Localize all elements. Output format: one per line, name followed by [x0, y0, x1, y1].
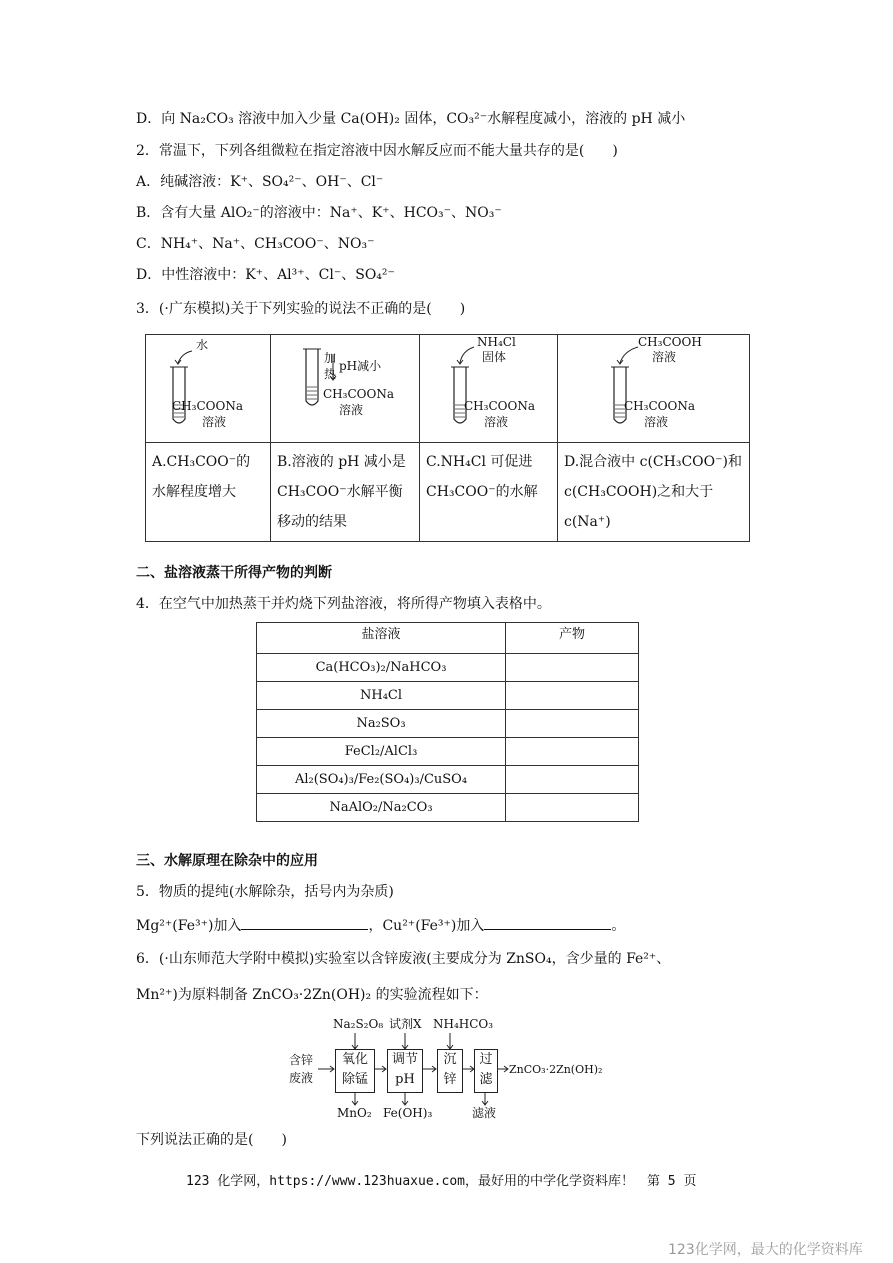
step-oxidize-box — [335, 1049, 375, 1093]
reagent-nh4hco3: NH₄HCO₃ — [433, 1017, 494, 1031]
header-product: 产物 — [506, 623, 639, 654]
salt-cell: Al₂(SO₄)₃/Fe₂(SO₄)₃/CuSO₄ — [257, 766, 506, 794]
option-d-line: D．向 Na₂CO₃ 溶液中加入少量 Ca(OH)₂ 固体，CO₃²⁻水解程度减小，溶液的 pH 减小 — [136, 111, 686, 127]
label-solute: CH₃COONa — [624, 399, 695, 413]
question-6-line-1: 6．(·山东师范大学附中模拟)实验室以含锌废液(主要成分为 ZnSO₄，含少量的 Fe²⁺、 — [136, 951, 671, 967]
step-precip-line1: 沉 — [443, 1052, 457, 1067]
product-answer-cell[interactable] — [506, 766, 639, 794]
experiment-c-figure — [420, 335, 558, 443]
product-answer-cell[interactable] — [506, 682, 639, 710]
step-adjust-line1: 调节 — [391, 1052, 418, 1067]
question-5: 5．物质的提纯(水解除杂，括号内为杂质) — [136, 884, 394, 900]
product-answer-cell[interactable] — [506, 710, 639, 738]
watermark-text: 123化学网，最大的化学资料库 — [668, 1242, 863, 1258]
experiment-table — [145, 334, 750, 542]
q2-option-d: D．中性溶液中：K⁺、Al³⁺、Cl⁻、SO₄²⁻ — [136, 267, 395, 283]
salt-product-table — [256, 622, 639, 822]
step-filter-line2: 滤 — [479, 1072, 493, 1087]
product-answer-cell[interactable] — [506, 738, 639, 766]
final-product: ZnCO₃·2Zn(OH)₂ — [509, 1063, 603, 1076]
product-answer-cell[interactable] — [506, 654, 639, 682]
experiment-d-figure — [558, 335, 750, 443]
salt-cell: FeCl₂/AlCl₃ — [257, 738, 506, 766]
step-precipitate-box — [437, 1049, 463, 1093]
section-3-heading: 三、水解原理在除杂中的应用 — [136, 853, 318, 869]
step-filter-box — [474, 1049, 498, 1093]
label-solution: 溶液 — [202, 415, 227, 429]
question-6-line-2: Mn²⁺)为原料制备 ZnCO₃·2Zn(OH)₂ 的实验流程如下： — [136, 987, 488, 1003]
label-nh4cl: NH₄Cl — [477, 335, 516, 349]
input-label-1: 含锌 — [289, 1053, 314, 1067]
step-adjust-line2: pH — [395, 1072, 415, 1087]
salt-cell: Ca(HCO₃)₂/NaHCO₃ — [257, 654, 506, 682]
option-a-text: A.CH₃COO⁻的水解程度增大 — [146, 443, 271, 542]
process-flow-diagram — [285, 1015, 615, 1123]
answer-blank-cu[interactable] — [484, 914, 611, 930]
label-solution-top: 溶液 — [652, 350, 677, 364]
label-solid: 固体 — [482, 350, 507, 364]
question-4: 4．在空气中加热蒸干并灼烧下列盐溶液，将所得产物填入表格中。 — [136, 596, 551, 612]
label-heat-2: 热 — [324, 367, 337, 381]
reagent-x: 试剂X — [389, 1017, 422, 1031]
question-3: 3．(·广东模拟)关于下列实验的说法不正确的是( ) — [136, 301, 466, 317]
q5-part-a: Mg²⁺(Fe³⁺)加入 — [136, 918, 242, 934]
label-solution: 溶液 — [484, 415, 509, 429]
option-b-text: B.溶液的 pH 减小是 CH₃COO⁻水解平衡移动的结果 — [271, 443, 420, 542]
label-solution: 溶液 — [339, 403, 364, 417]
question-2: 2．常温下，下列各组微粒在指定溶液中因水解反应而不能大量共存的是( ) — [136, 143, 618, 159]
label-ph-decrease: pH减小 — [339, 359, 382, 373]
step-oxidize-line1: 氧化 — [341, 1052, 368, 1067]
answer-blank-mg[interactable] — [241, 914, 368, 930]
label-water: 水 — [196, 338, 209, 352]
option-d-text: D.混合液中 c(CH₃COO⁻)和 c(CH₃COOH)之和大于 c(Na⁺) — [558, 443, 750, 542]
question-6-prompt: 下列说法正确的是( ) — [136, 1132, 287, 1148]
page-footer: 123 化学网，https://www.123huaxue.com，最好用的中学化学资料库！ 第 5 页 — [186, 1174, 697, 1189]
reagent-na2s2o8: Na₂S₂O₈ — [333, 1017, 384, 1031]
label-acetic-acid: CH₃COOH — [638, 335, 702, 349]
label-solute: CH₃COONa — [464, 399, 535, 413]
output-mno2: MnO₂ — [337, 1106, 372, 1120]
output-feoh3: Fe(OH)₃ — [383, 1106, 433, 1120]
salt-cell: NH₄Cl — [257, 682, 506, 710]
salt-cell: NaAlO₂/Na₂CO₃ — [257, 794, 506, 822]
q2-option-b: B．含有大量 AlO₂⁻的溶液中：Na⁺、K⁺、HCO₃⁻、NO₃⁻ — [136, 205, 502, 221]
step-oxidize-line2: 除锰 — [341, 1072, 368, 1087]
label-solute: CH₃COONa — [323, 387, 394, 401]
experiment-b-figure — [271, 335, 420, 443]
q5-end: 。 — [611, 918, 626, 934]
experiment-a-figure — [146, 335, 271, 443]
label-solution: 溶液 — [644, 415, 669, 429]
header-salt: 盐溶液 — [257, 623, 506, 654]
option-c-text: C.NH₄Cl 可促进 CH₃COO⁻的水解 — [420, 443, 558, 542]
product-answer-cell[interactable] — [506, 794, 639, 822]
salt-cell: Na₂SO₃ — [257, 710, 506, 738]
label-heat-1: 加 — [324, 351, 337, 365]
q2-option-c: C．NH₄⁺、Na⁺、CH₃COO⁻、NO₃⁻ — [136, 236, 375, 252]
q5-part-b: ，Cu²⁺(Fe³⁺)加入 — [368, 918, 485, 934]
input-label-2: 废液 — [289, 1071, 314, 1085]
output-filtrate: 滤液 — [472, 1106, 497, 1120]
question-5-blanks — [136, 914, 625, 936]
q2-option-a: A．纯碱溶液：K⁺、SO₄²⁻、OH⁻、Cl⁻ — [136, 174, 384, 190]
step-adjust-ph-box — [387, 1049, 423, 1093]
label-solute: CH₃COONa — [172, 399, 243, 413]
step-filter-line1: 过 — [479, 1052, 493, 1067]
step-precip-line2: 锌 — [443, 1072, 457, 1087]
section-2-heading: 二、盐溶液蒸干所得产物的判断 — [136, 565, 332, 581]
